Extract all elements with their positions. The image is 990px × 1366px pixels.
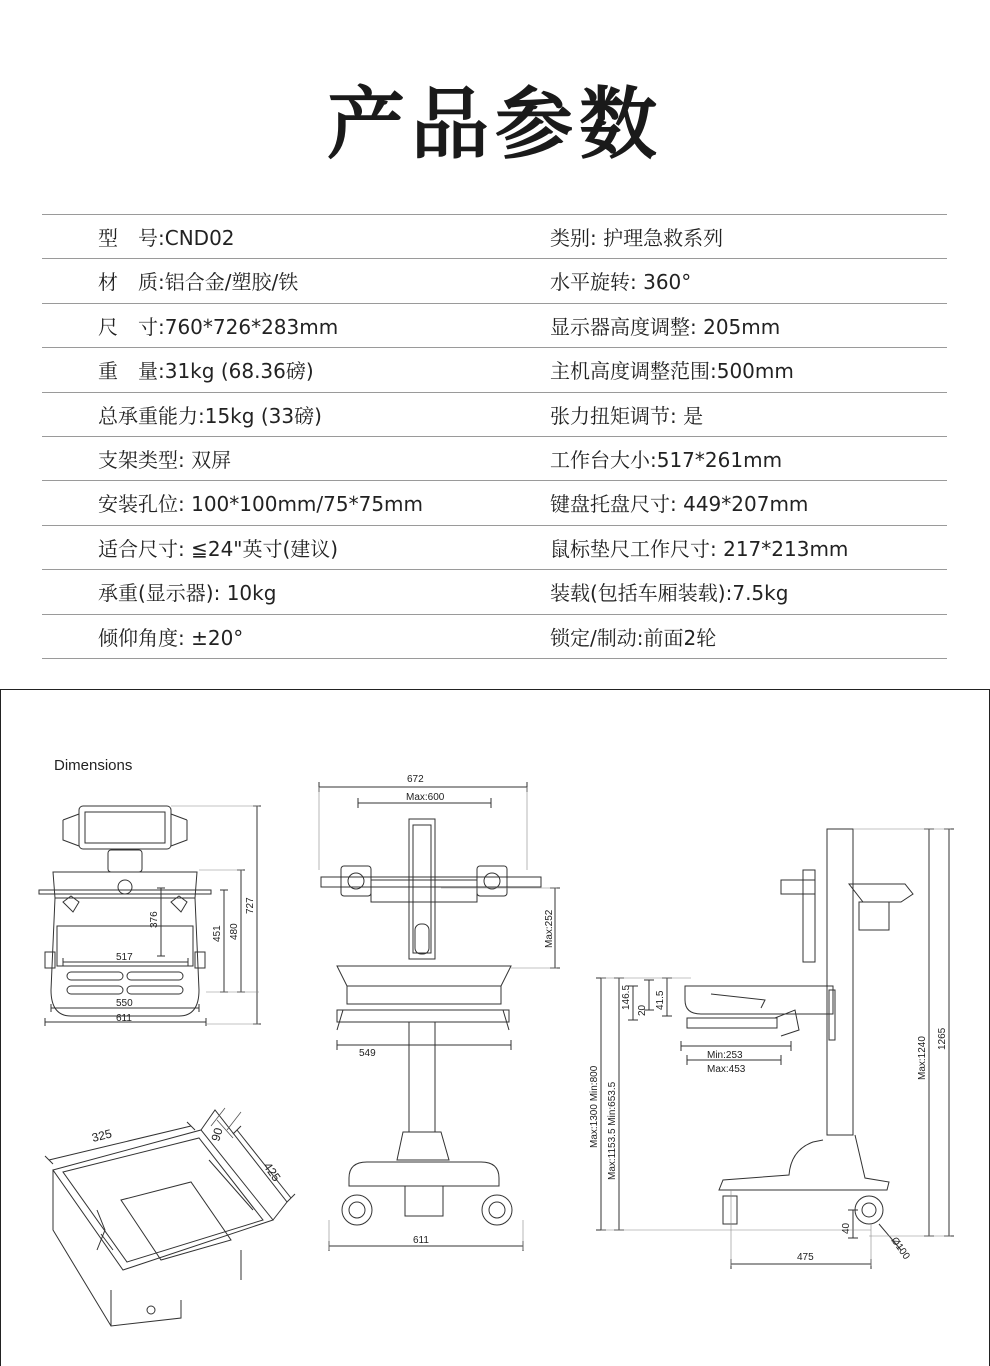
page-title: 产品参数: [326, 80, 663, 170]
dim-max252: Max:252: [544, 909, 555, 948]
spec-right: 键盘托盘尺寸: 449*207mm: [550, 492, 809, 517]
side-view: [589, 829, 954, 1269]
spec-right: 水平旋转: 360°: [550, 270, 692, 295]
dim-1265: 1265: [937, 1027, 948, 1050]
spec-table: [42, 214, 947, 659]
top-view: [39, 806, 261, 1026]
dim-549: 549: [359, 1048, 376, 1059]
spec-right: 张力扭矩调节: 是: [550, 403, 704, 428]
iso-view: [45, 1108, 295, 1326]
dim-max453: Max:453: [707, 1064, 746, 1075]
dimension-drawing: [0, 689, 990, 1366]
dim-90: 90: [208, 1126, 226, 1143]
dim-40: 40: [841, 1222, 852, 1234]
spec-row: [42, 614, 947, 659]
spec-left: 承重(显示器): 10kg: [98, 581, 277, 606]
spec-row: [42, 392, 947, 436]
spec-right: 类别: 护理急救系列: [550, 226, 724, 250]
spec-row: [42, 303, 947, 347]
dim-611-front: 611: [413, 1235, 429, 1246]
spec-row: [42, 569, 947, 613]
dim-480: 480: [229, 923, 240, 940]
spec-row: [42, 525, 947, 569]
spec-right: 工作台大小:517*261mm: [550, 447, 783, 472]
dim-376: 376: [149, 911, 160, 928]
spec-left: 材 质:铝合金/塑胶/铁: [98, 270, 299, 295]
spec-left: 总承重能力:15kg (33磅): [98, 403, 322, 428]
spec-left: 适合尺寸: ≦24"英寸(建议): [98, 536, 339, 561]
spec-left: 倾仰角度: ±20°: [98, 625, 244, 650]
spec-right: 装载(包括车厢装载):7.5kg: [550, 581, 789, 606]
dim-20: 20: [637, 1004, 648, 1016]
dimension-drawing-svg: [1, 690, 987, 1366]
spec-row: [42, 347, 947, 391]
spec-right: 主机高度调整范围:500mm: [550, 359, 794, 384]
front-view: [319, 774, 560, 1251]
dim-451: 451: [212, 925, 223, 942]
spec-right: 显示器高度调整: 205mm: [550, 314, 781, 339]
dim-max1300: Max:1300 Min:800: [589, 1065, 600, 1148]
dim-325: 325: [90, 1126, 114, 1145]
dim-425: 425: [260, 1159, 284, 1185]
dim-475: 475: [797, 1252, 814, 1263]
spec-left: 型 号:CND02: [98, 226, 235, 250]
spec-left: 支架类型: 双屏: [98, 447, 232, 472]
dim-550: 550: [116, 998, 133, 1009]
spec-right: 鼠标垫尺工作尺寸: 217*213mm: [550, 536, 849, 561]
dim-611: 611: [116, 1013, 132, 1024]
dim-672: 672: [407, 774, 424, 785]
spec-left: 安装孔位: 100*100mm/75*75mm: [98, 492, 424, 517]
spec-left: 尺 寸:760*726*283mm: [98, 314, 339, 339]
spec-row: [42, 258, 947, 302]
dim-max1153: Max:1153.5 Min:653.5: [607, 1081, 618, 1180]
spec-row: [42, 436, 947, 480]
dim-727: 727: [245, 897, 256, 914]
spec-row: [42, 214, 947, 258]
spec-left: 重 量:31kg (68.36磅): [98, 359, 314, 384]
spec-row: [42, 480, 947, 524]
dimensions-heading: Dimensions: [54, 757, 133, 774]
spec-right: 锁定/制动:前面2轮: [550, 625, 717, 650]
dim-max1240: Max:1240: [917, 1036, 928, 1080]
dim-diameter-100: Ø100: [888, 1235, 912, 1262]
dim-517: 517: [116, 952, 133, 963]
dim-max600: Max:600: [406, 792, 445, 803]
dim-min253: Min:253: [707, 1050, 743, 1061]
dim-41: 41.5: [655, 990, 666, 1010]
dim-146: 146.5: [621, 984, 632, 1010]
